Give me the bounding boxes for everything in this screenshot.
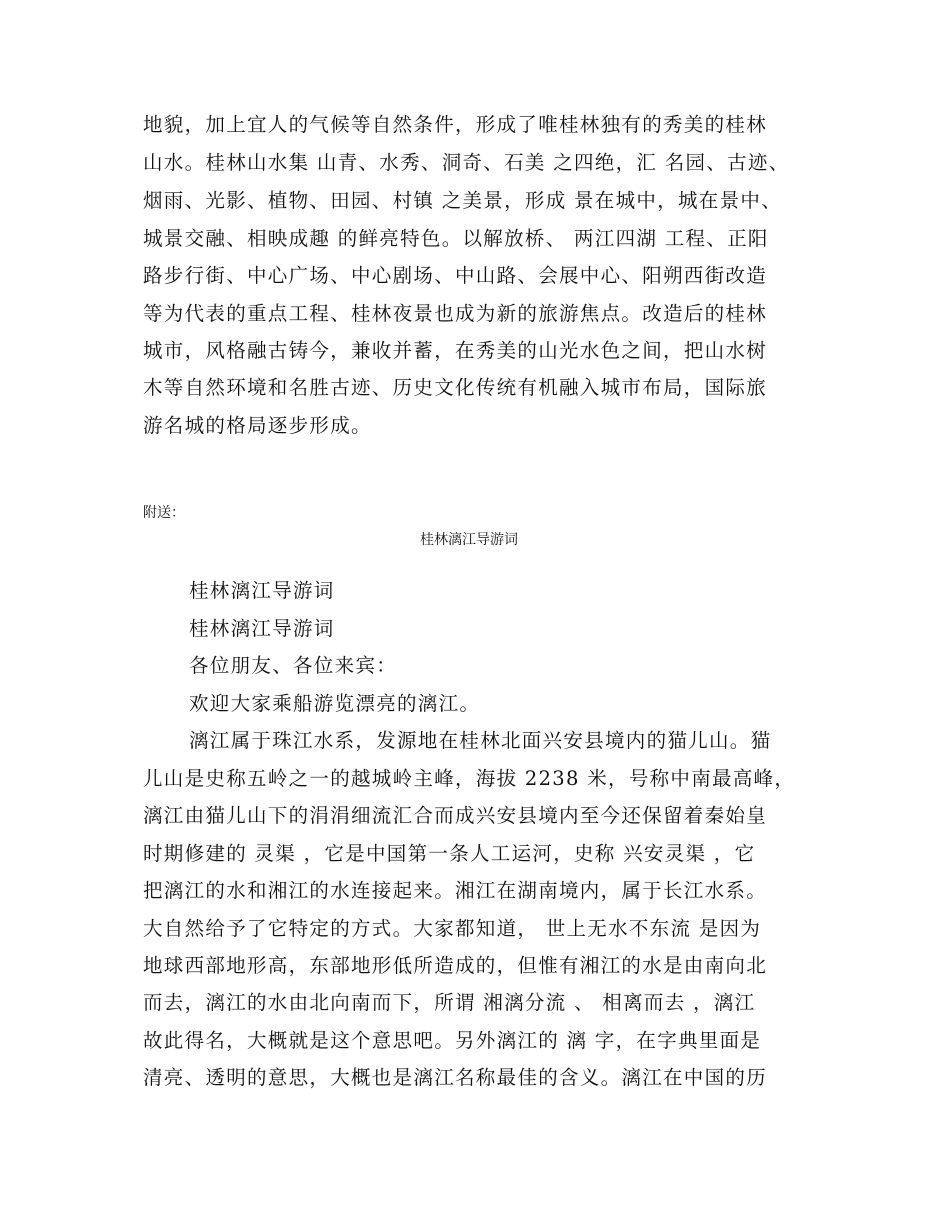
paragraph-line: 烟雨、光影、植物、田园、村镇 之美景，形成 景在城中，城在景中、 — [143, 189, 782, 212]
paragraph-line: 大自然给予了它特定的方式。大家都知道， 世上无水不东流 是因为 — [143, 917, 762, 940]
paragraph-line: 而去，漓江的水由北向南而下，所谓 湘漓分流 、 相离而去 ，漓江 — [143, 991, 756, 1014]
paragraph-line: 把漓江的水和湘江的水连接起来。湘江在湖南境内，属于长江水系。 — [143, 879, 768, 902]
paragraph-line: 路步行街、中心广场、中心剧场、中山路、会展中心、阳朔西街改造 — [143, 264, 768, 287]
paragraph-line: 漓江属于珠江水系，发源地在桂林北面兴安县境内的猫儿山。猫 — [189, 729, 772, 752]
intro-line: 桂林漓江导游词 — [189, 579, 335, 602]
intro-line: 欢迎大家乘船游览漂亮的漓江。 — [189, 692, 481, 715]
intro-line: 各位朋友、各位来宾： — [189, 654, 398, 677]
appendix-label: 附送： — [143, 505, 185, 521]
paragraph-line: 清亮、透明的意思，大概也是漓江名称最佳的含义。漓江在中国的历 — [143, 1066, 768, 1089]
paragraph-line: 山水。桂林山水集 山青、水秀、洞奇、石美 之四绝，汇 名园、古迹、 — [143, 151, 790, 174]
paragraph-line: 时期修建的 灵渠 ，它是中国第一条人工运河，史称 兴安灵渠 ，它 — [143, 842, 756, 865]
paragraph-line: 等为代表的重点工程、桂林夜景也成为新的旅游焦点。改造后的桂林 — [143, 302, 768, 325]
paragraph-line: 城景交融、相映成趣 的鲜亮特色。以解放桥、 两江四湖 工程、正阳 — [143, 227, 769, 250]
paragraph-line: 故此得名，大概就是这个意思吧。另外漓江的 漓 字，在字典里面是 — [143, 1029, 762, 1052]
appendix-title: 桂林漓江导游词 — [420, 532, 518, 548]
paragraph-line: 木等自然环境和名胜古迹、历史文化传统有机融入城市布局，国际旅 — [143, 376, 768, 399]
paragraph-line: 城市，风格融古铸今，兼收并蓄，在秀美的山光水色之间，把山水树 — [143, 339, 768, 362]
paragraph-line: 地球西部地形高，东部地形低所造成的，但惟有湘江的水是由南向北 — [143, 954, 768, 977]
paragraph-line: 漓江由猫儿山下的涓涓细流汇合而成兴安县境内至今还保留着秦始皇 — [143, 804, 768, 827]
paragraph-line: 地貌，加上宜人的气候等自然条件，形成了唯桂林独有的秀美的桂林 — [143, 113, 768, 136]
paragraph-line: 游名城的格局逐步形成。 — [143, 414, 372, 437]
intro-line: 桂林漓江导游词 — [189, 617, 335, 640]
paragraph-line: 儿山是史称五岭之一的越城岭主峰，海拔 2238 米，号称中南最高峰， — [143, 767, 796, 790]
